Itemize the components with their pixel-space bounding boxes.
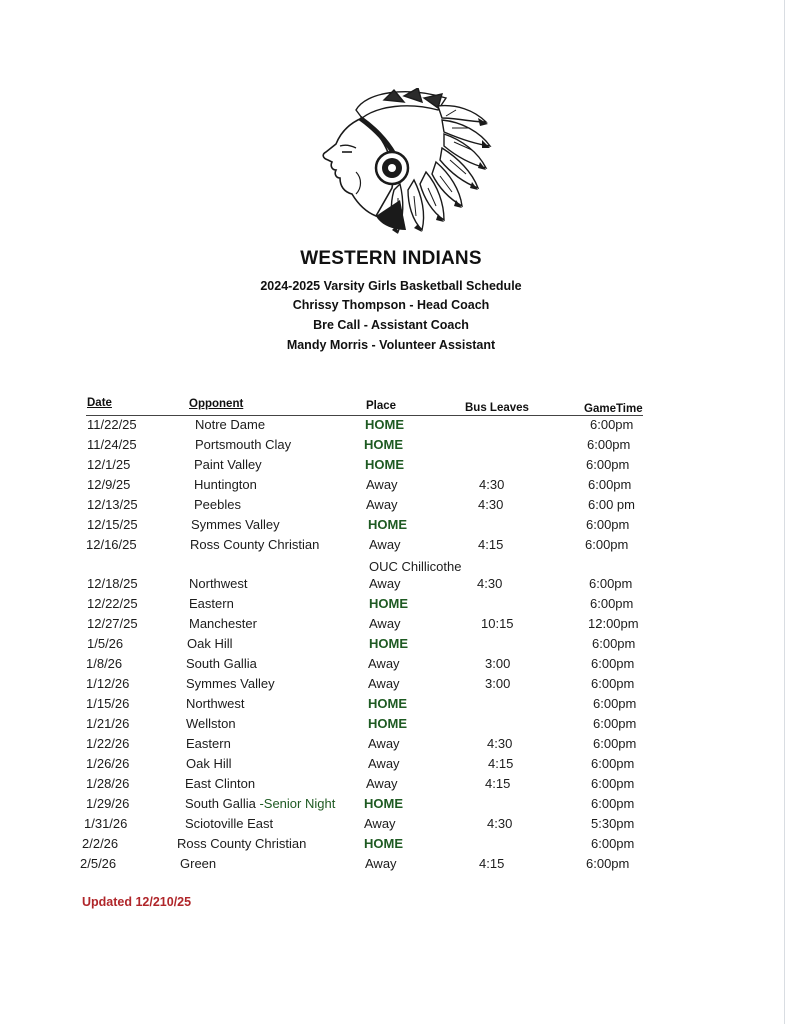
game-date: 12/22/25 bbox=[87, 596, 138, 611]
game-opponent bbox=[186, 676, 275, 691]
game-date: 1/8/26 bbox=[86, 656, 123, 671]
game-date: 11/22/25 bbox=[87, 417, 137, 432]
opponent-name: Wellston bbox=[186, 716, 236, 731]
place-note: OUC Chillicothe bbox=[369, 559, 462, 574]
game-date: 1/21/26 bbox=[86, 716, 130, 731]
game-time: 6:00pm bbox=[590, 596, 634, 611]
game-opponent bbox=[194, 477, 257, 492]
opponent-name: Northwest bbox=[189, 576, 248, 591]
game-place: Away bbox=[369, 576, 401, 591]
game-opponent bbox=[185, 776, 255, 791]
opponent-name: South Gallia bbox=[185, 796, 260, 811]
opponent-name: Ross County Christian bbox=[177, 836, 307, 851]
game-opponent bbox=[189, 596, 234, 611]
game-date: 12/18/25 bbox=[87, 576, 138, 591]
game-opponent bbox=[190, 537, 319, 552]
game-place: Away bbox=[368, 656, 400, 671]
game-date: 1/31/26 bbox=[84, 816, 128, 831]
game-place: HOME bbox=[368, 517, 407, 532]
game-place: HOME bbox=[368, 716, 407, 731]
column-header-gametime: GameTime bbox=[584, 403, 643, 415]
head-coach: Chrissy Thompson - Head Coach bbox=[292, 298, 490, 312]
game-place: Away bbox=[369, 616, 401, 631]
game-opponent bbox=[189, 576, 248, 591]
page-edge-line bbox=[784, 0, 785, 1024]
game-opponent bbox=[186, 736, 231, 751]
opponent-name: Oak Hill bbox=[186, 756, 232, 771]
game-date: 2/5/26 bbox=[80, 856, 117, 871]
game-bus-leaves: 4:30 bbox=[479, 477, 505, 492]
game-bus-leaves: 4:30 bbox=[477, 576, 503, 591]
game-place: HOME bbox=[365, 417, 404, 432]
game-time: 6:00pm bbox=[586, 856, 630, 871]
senior-night-note: -Senior Night bbox=[259, 796, 336, 811]
game-opponent bbox=[177, 836, 306, 851]
game-place: Away bbox=[364, 816, 396, 831]
game-opponent bbox=[186, 716, 236, 731]
opponent-name: East Clinton bbox=[185, 776, 256, 791]
opponent-name: Green bbox=[180, 856, 217, 871]
opponent-name: Paint Valley bbox=[194, 457, 262, 472]
opponent-name: Portsmouth Clay bbox=[195, 437, 292, 452]
game-time: 5:30pm bbox=[591, 816, 635, 831]
game-time: 6:00pm bbox=[591, 756, 635, 771]
game-date: 1/26/26 bbox=[86, 756, 130, 771]
game-bus-leaves: 3:00 bbox=[485, 676, 511, 691]
game-opponent bbox=[195, 437, 291, 452]
column-header-date: Date bbox=[87, 397, 112, 409]
game-place: HOME bbox=[364, 437, 403, 452]
column-header-opponent: Opponent bbox=[189, 398, 244, 410]
game-date: 12/15/25 bbox=[87, 517, 138, 532]
game-time: 6:00pm bbox=[591, 796, 635, 811]
game-opponent bbox=[189, 616, 257, 631]
game-date: 1/15/26 bbox=[86, 696, 130, 711]
game-place: HOME bbox=[365, 457, 404, 472]
game-place: Away bbox=[365, 856, 397, 871]
opponent-name: Peebles bbox=[194, 497, 241, 512]
opponent-name: Notre Dame bbox=[195, 417, 266, 432]
game-bus-leaves: 4:30 bbox=[478, 497, 504, 512]
game-date: 1/29/26 bbox=[86, 796, 130, 811]
opponent-name: Sciotoville East bbox=[185, 816, 274, 831]
game-place: HOME bbox=[369, 636, 408, 651]
game-place: Away bbox=[369, 537, 401, 552]
game-opponent bbox=[195, 417, 265, 432]
game-time: 6:00pm bbox=[589, 576, 633, 591]
game-time: 6:00pm bbox=[585, 537, 629, 552]
game-date: 2/2/26 bbox=[82, 836, 119, 851]
game-bus-leaves: 4:15 bbox=[488, 756, 514, 771]
game-place: Away bbox=[368, 736, 400, 751]
game-date: 12/16/25 bbox=[86, 537, 137, 552]
opponent-name: Symmes Valley bbox=[186, 676, 275, 691]
game-opponent bbox=[187, 636, 233, 651]
game-place: HOME bbox=[364, 836, 403, 851]
game-time: 6:00pm bbox=[590, 417, 634, 432]
game-date: 11/24/25 bbox=[87, 437, 137, 452]
game-bus-leaves: 4:15 bbox=[485, 776, 511, 791]
volunteer-assistant: Mandy Morris - Volunteer Assistant bbox=[286, 338, 496, 352]
game-time: 6:00pm bbox=[591, 676, 635, 691]
game-opponent bbox=[194, 497, 241, 512]
game-date: 12/27/25 bbox=[87, 616, 138, 631]
updated-note: Updated 12/210/25 bbox=[82, 895, 192, 909]
game-bus-leaves: 4:15 bbox=[478, 537, 504, 552]
game-time: 6:00pm bbox=[586, 457, 630, 472]
game-time: 6:00pm bbox=[591, 656, 635, 671]
opponent-name: Manchester bbox=[189, 616, 257, 631]
game-date: 12/13/25 bbox=[87, 497, 138, 512]
game-place: Away bbox=[368, 756, 400, 771]
game-bus-leaves: 4:30 bbox=[487, 736, 513, 751]
game-place: Away bbox=[366, 497, 398, 512]
game-place: HOME bbox=[368, 696, 407, 711]
game-place: Away bbox=[366, 477, 398, 492]
game-date: 12/9/25 bbox=[87, 477, 131, 492]
school-title: WESTERN INDIANS bbox=[300, 248, 482, 269]
game-place: Away bbox=[368, 676, 400, 691]
column-header-bus-leaves: Bus Leaves bbox=[465, 402, 529, 414]
game-time: 6:00pm bbox=[588, 477, 632, 492]
column-header-place: Place bbox=[366, 400, 397, 412]
game-place: Away bbox=[366, 776, 398, 791]
game-opponent bbox=[191, 517, 280, 532]
game-opponent bbox=[180, 856, 216, 871]
game-bus-leaves: 3:00 bbox=[485, 656, 511, 671]
game-bus-leaves: 10:15 bbox=[481, 616, 514, 631]
opponent-name: Ross County Christian bbox=[190, 537, 320, 552]
game-time: 6:00pm bbox=[586, 517, 630, 532]
game-time: 6:00 pm bbox=[588, 497, 635, 512]
game-date: 12/1/25 bbox=[87, 457, 131, 472]
opponent-name: Oak Hill bbox=[187, 636, 233, 651]
game-place: HOME bbox=[364, 796, 403, 811]
game-time: 6:00pm bbox=[591, 836, 635, 851]
header-divider bbox=[86, 415, 643, 416]
opponent-name: Northwest bbox=[186, 696, 245, 711]
game-opponent bbox=[186, 756, 232, 771]
game-date: 1/12/26 bbox=[86, 676, 130, 691]
game-date: 1/5/26 bbox=[87, 636, 124, 651]
game-opponent bbox=[186, 656, 257, 671]
game-opponent bbox=[186, 696, 245, 711]
game-opponent bbox=[194, 457, 262, 472]
schedule-title: 2024-2025 Varsity Girls Basketball Schedule bbox=[260, 279, 522, 293]
game-time: 6:00pm bbox=[591, 776, 635, 791]
game-time: 6:00pm bbox=[593, 716, 637, 731]
game-date: 1/28/26 bbox=[86, 776, 130, 791]
opponent-name: Huntington bbox=[194, 477, 257, 492]
opponent-name: Eastern bbox=[189, 596, 234, 611]
game-opponent bbox=[185, 796, 335, 811]
game-time: 12:00pm bbox=[588, 616, 639, 631]
game-bus-leaves: 4:30 bbox=[487, 816, 513, 831]
game-place: HOME bbox=[369, 596, 408, 611]
opponent-name: Symmes Valley bbox=[191, 517, 280, 532]
game-time: 6:00pm bbox=[593, 696, 637, 711]
game-time: 6:00pm bbox=[593, 736, 637, 751]
game-date: 1/22/26 bbox=[86, 736, 130, 751]
opponent-name: South Gallia bbox=[186, 656, 257, 671]
indian-chief-logo-icon bbox=[296, 88, 492, 234]
opponent-name: Eastern bbox=[186, 736, 231, 751]
game-opponent bbox=[185, 816, 273, 831]
game-time: 6:00pm bbox=[592, 636, 636, 651]
game-bus-leaves: 4:15 bbox=[479, 856, 505, 871]
game-time: 6:00pm bbox=[587, 437, 631, 452]
assistant-coach: Bre Call - Assistant Coach bbox=[313, 318, 469, 332]
